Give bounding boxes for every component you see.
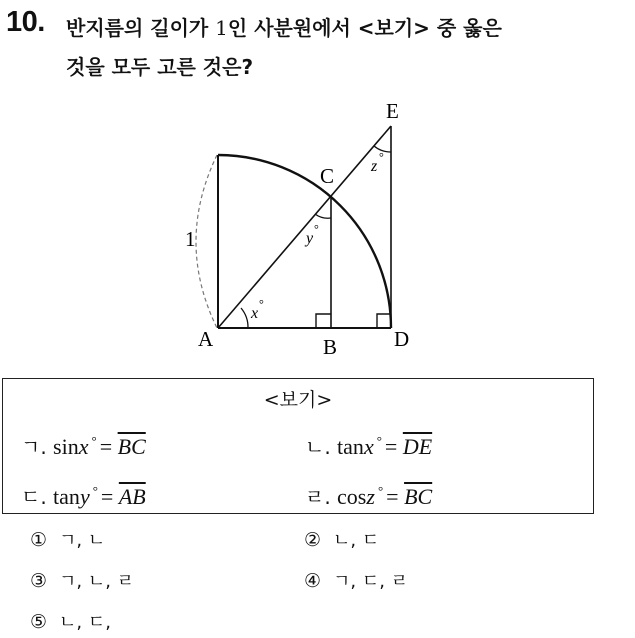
statement-degree: ° — [376, 433, 382, 448]
statement-func: sin — [53, 434, 79, 459]
statement-var: x — [78, 434, 89, 459]
angle-degree-z: ° — [379, 150, 384, 164]
quarter-arc — [218, 155, 391, 328]
choice-text: ㄱ, ㄴ — [59, 530, 106, 551]
right-angle-mark-D — [377, 314, 391, 328]
angle-degree-x: ° — [259, 297, 264, 311]
radius-brace — [196, 155, 217, 328]
example-box-title: <보기> — [263, 389, 333, 411]
statement-segment: $\overline{BC}$ — [404, 484, 433, 509]
statement-segment: $\overline{BC}$ — [117, 434, 146, 459]
angle-label-z: z — [371, 158, 378, 175]
statement-equals: = — [386, 484, 399, 509]
statement-func: tan — [337, 434, 364, 459]
question-text-prefix: 반지름의 길이가 — [66, 16, 216, 40]
statement-marker: ㄹ. — [305, 485, 331, 509]
label-E: E — [386, 99, 399, 123]
statement-segment: $\overline{DE}$ — [402, 434, 433, 459]
statement-degree: ° — [377, 483, 384, 498]
choice-number: ② — [304, 529, 322, 551]
statement-var: z — [366, 484, 375, 509]
statement-var: y — [79, 484, 90, 509]
angle-degree-y: ° — [314, 222, 319, 236]
statement-func: tan — [53, 484, 80, 509]
statement-func: cos — [337, 484, 367, 509]
statement-2 — [305, 431, 432, 460]
label-radius: 1 — [185, 227, 196, 251]
label-B: B — [323, 335, 338, 359]
choice-number: ④ — [304, 570, 322, 592]
question-number: 10. — [6, 6, 45, 38]
statement-marker: ㄱ. — [21, 435, 47, 459]
example-box — [2, 378, 594, 514]
angle-label-x: x — [251, 305, 259, 322]
statement-degree: ° — [91, 433, 97, 448]
label-C: C — [320, 164, 335, 188]
angle-label-y: y — [306, 230, 314, 247]
choice-number: ① — [30, 529, 48, 551]
question-radius-value: 1 — [215, 16, 228, 40]
question-text-suffix: 인 사분원에서 <보기> 중 옳은 — [227, 16, 502, 40]
choice-text: ㄴ, ㄷ — [333, 530, 380, 551]
statement-marker: ㄷ. — [21, 485, 47, 509]
label-A: A — [198, 327, 214, 351]
answer-choice-2[interactable] — [304, 526, 379, 552]
choice-number: ⑤ — [30, 611, 48, 633]
choice-number: ③ — [30, 570, 48, 592]
statement-1 — [21, 431, 146, 460]
question-text-line2: 것을 모두 고른 것은? — [66, 55, 254, 79]
statement-equals: = — [100, 484, 114, 509]
answer-choice-3[interactable] — [30, 567, 134, 593]
statement-degree: ° — [92, 483, 98, 498]
answer-choice-4[interactable] — [304, 567, 408, 593]
right-angle-mark-B — [316, 314, 331, 328]
statement-marker: ㄴ. — [305, 435, 331, 459]
choice-text: ㄱ, ㄷ, ㄹ — [333, 571, 409, 592]
statement-segment: $\overline{AB}$ — [118, 484, 146, 509]
statement-equals: = — [384, 434, 398, 459]
label-D: D — [394, 327, 410, 351]
angle-arc-x — [241, 308, 248, 328]
answer-choice-5[interactable] — [30, 608, 111, 634]
statement-3 — [21, 481, 146, 510]
statement-equals: = — [99, 434, 113, 459]
answer-choice-1[interactable] — [30, 526, 105, 552]
statement-var: x — [363, 434, 374, 459]
statement-4 — [305, 481, 432, 510]
angle-arc-y — [315, 214, 331, 218]
choice-text: ㄱ, ㄴ, ㄹ — [59, 571, 135, 592]
choice-text: ㄴ, ㄷ, — [59, 612, 111, 633]
